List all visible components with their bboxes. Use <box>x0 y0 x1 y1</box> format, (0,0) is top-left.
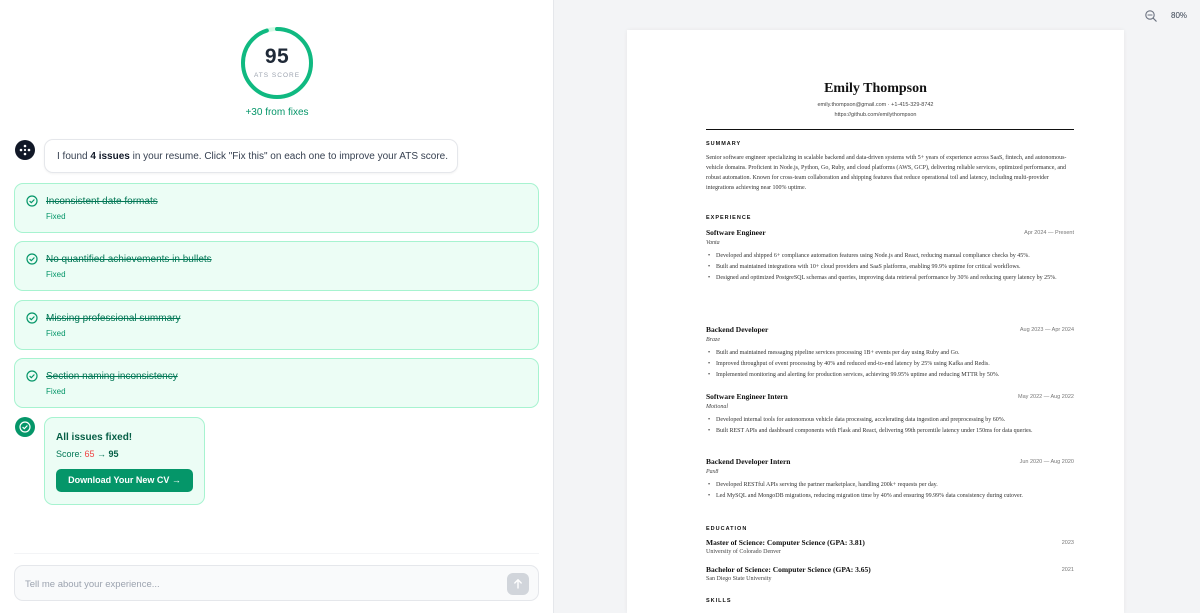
job-title: Software Engineer Intern <box>706 392 788 401</box>
chat-divider <box>14 553 539 554</box>
cv-preview-panel <box>554 0 1200 613</box>
bullet: • Built and maintained messaging pipeline services processing 1B+ events per day using Ruby and Go. <box>706 348 1074 358</box>
score-change <box>56 449 119 459</box>
old-score: 65 <box>84 449 95 459</box>
new-score: 95 <box>108 449 119 459</box>
issue-status: Fixed <box>46 329 66 338</box>
bullet: • Improved throughput of event processing by 40% and reduced end-to-end latency by 25% using Kafka and Redis. <box>706 359 1074 369</box>
summary-heading: SUMMARY <box>706 141 742 147</box>
job-title: Backend Developer <box>706 325 769 334</box>
cv-document <box>627 30 1124 613</box>
school: San Diego State University <box>706 576 772 582</box>
education-heading: EDUCATION <box>706 526 748 532</box>
ats-score-value: 95 <box>264 45 290 68</box>
issue-status: Fixed <box>46 270 66 279</box>
job-date: Apr 2024 — Present <box>1024 230 1074 236</box>
issue-title: Inconsistent date formats <box>46 196 158 207</box>
arrow-up-icon <box>512 578 524 590</box>
degree-year: 2021 <box>1061 567 1074 573</box>
check-circle-icon <box>26 370 38 382</box>
issue-status: Fixed <box>46 212 66 221</box>
bullet: • Designed and optimized PostgreSQL schemas and queries, improving data retrieval performance by 30% and reducing query latency by 25%. <box>706 273 1074 283</box>
download-cv-button[interactable]: Download Your New CV → <box>56 469 193 492</box>
degree: Master of Science: Computer Science (GPA: 3.81) <box>706 538 865 547</box>
degree: Bachelor of Science: Computer Science (GPA: 3.65) <box>706 565 871 574</box>
message-suffix: in your resume. Click "Fix this" on each one to improve your ATS score. <box>129 151 448 162</box>
issue-card[interactable] <box>14 358 539 408</box>
sparkle-icon <box>19 144 31 156</box>
issue-title: Missing professional summary <box>46 313 181 324</box>
all-fixed-title: All issues fixed! <box>56 432 133 443</box>
bullet: • Built and maintained integrations with 10+ cloud providers and SaaS platforms, enabling 99.9% uptime for critical workflows. <box>706 262 1074 272</box>
job-date: Jun 2020 — Aug 2020 <box>1019 459 1074 465</box>
job-company: Vanta <box>706 240 720 246</box>
job-date: Aug 2023 — Apr 2024 <box>1019 327 1074 333</box>
score-delta: +30 from fixes <box>245 107 309 118</box>
success-avatar <box>15 417 35 437</box>
job-title: Software Engineer <box>706 228 766 237</box>
job-company: Braze <box>706 337 720 343</box>
bullet: • Led MySQL and MongoDB migrations, reducing migration time by 40% and ensuring 99.99% data consistency during cutover. <box>706 491 1074 501</box>
issue-status: Fixed <box>46 387 66 396</box>
job-bullets <box>706 251 1074 284</box>
job-title: Backend Developer Intern <box>706 457 791 466</box>
bullet: • Built REST APIs and dashboard components with Flask and React, delivering 99th percentile latency under 150ms for data queries. <box>706 426 1074 436</box>
assistant-message <box>44 139 458 173</box>
chat-panel <box>0 0 553 613</box>
cv-contact: emily.thompson@gmail.com · +1-415-329-8742 <box>817 102 934 108</box>
skills-heading: SKILLS <box>706 598 732 604</box>
bullet: • Implemented monitoring and alerting for production services, achieving 99.95% uptime and reducing MTTR by 50%. <box>706 370 1074 380</box>
score-label: Score: <box>56 449 85 459</box>
job-date: May 2022 — Aug 2022 <box>1018 394 1074 400</box>
experience-heading: EXPERIENCE <box>706 215 752 221</box>
bullet: • Developed RESTful APIs serving the partner marketplace, handling 200k+ requests per day. <box>706 480 1074 490</box>
check-circle-icon <box>19 421 31 433</box>
job-bullets <box>706 348 1074 381</box>
message-prefix: I found <box>57 151 91 162</box>
summary-text: Senior software engineer specializing in scalable backend and data-driven systems with 5+ years of experience across SaaS, fintech, and autonomous-vehicle domains. Proficient in Node.js, Python, Go, Ruby, and cloud platforms (AWS, GCP), delivering reliable services, optimized performance, and robust automation. Known for cross-team collaboration and shipping features that reduce operational toil and latency, including multi-provider integrations achieving near 100% uptime. <box>706 155 1067 191</box>
check-circle-icon <box>26 195 38 207</box>
issue-title: Section naming inconsistency <box>46 371 178 382</box>
issue-card[interactable] <box>14 241 539 291</box>
header-rule <box>706 129 1074 130</box>
job-company: Pax8 <box>706 469 719 475</box>
bullet: • Developed internal tools for autonomous vehicle data processing, accelerating data ingestion and preprocessing by 60%. <box>706 415 1074 425</box>
degree-year: 2023 <box>1061 540 1074 546</box>
cv-name: Emily Thompson <box>824 81 927 96</box>
assistant-avatar <box>15 140 35 160</box>
ats-score-label: ATS SCORE <box>253 72 301 79</box>
issue-title: No quantified achievements in bullets <box>46 254 212 265</box>
check-circle-icon <box>26 312 38 324</box>
bullet: • Developed and shipped 6+ compliance automation features using Node.js and React, reducing manual compliance checks by 45%. <box>706 251 1074 261</box>
zoom-out-icon[interactable] <box>1144 9 1158 23</box>
zoom-level: 80% <box>1171 11 1188 20</box>
ats-score-ring <box>239 25 315 101</box>
check-circle-icon <box>26 253 38 265</box>
score-arrow: → <box>94 449 109 459</box>
issue-card[interactable] <box>14 183 539 233</box>
issue-count: 4 issues <box>90 151 130 162</box>
cv-link: https://github.com/emilythompson <box>834 112 917 118</box>
chat-composer <box>14 565 539 601</box>
all-fixed-card <box>44 417 205 505</box>
school: University of Colorado Denver <box>706 549 781 555</box>
job-bullets <box>706 480 1074 502</box>
job-company: Motional <box>706 404 728 410</box>
job-bullets <box>706 415 1074 437</box>
send-button[interactable] <box>507 573 529 595</box>
issue-card[interactable] <box>14 300 539 350</box>
chat-input[interactable] <box>25 575 485 593</box>
